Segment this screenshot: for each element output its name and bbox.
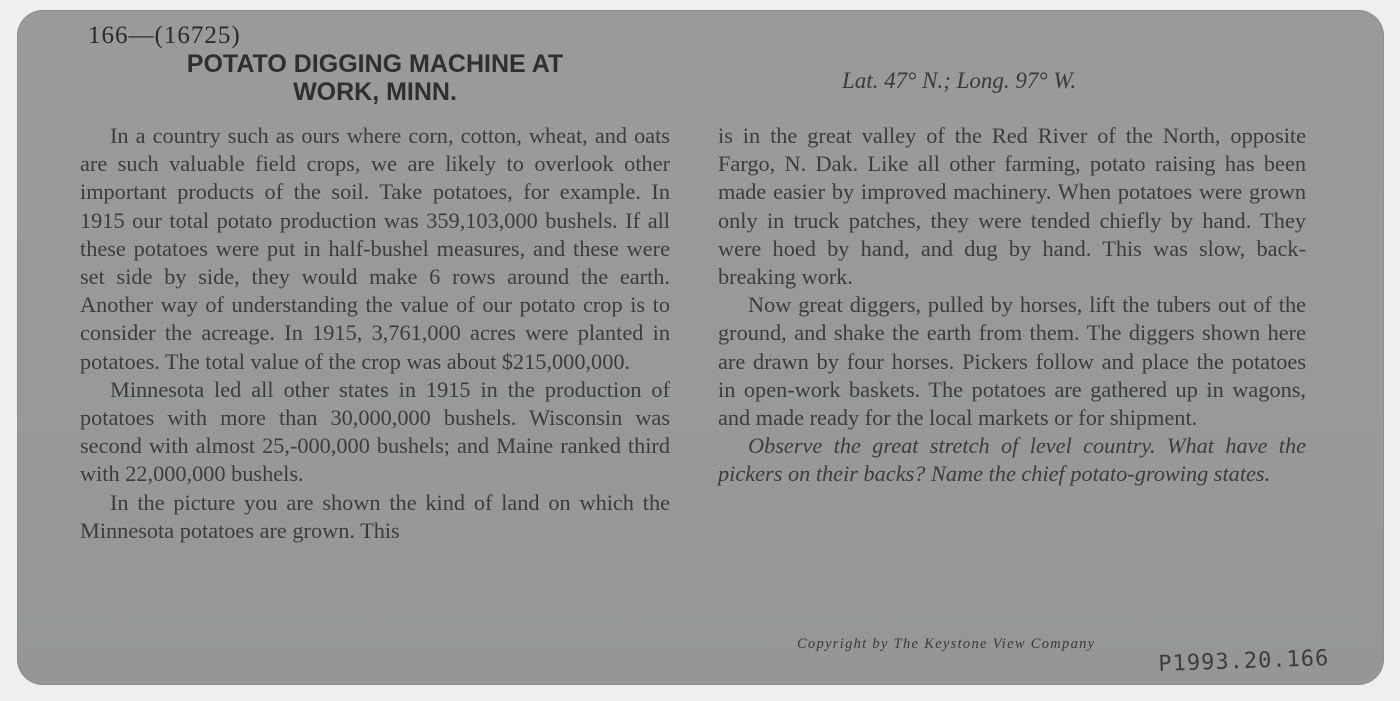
accession-number: P1993.20.166 xyxy=(1158,646,1330,677)
paragraph-diggers: Now great diggers, pulled by horses, lift the tubers out of the ground, and shake the earth from them. The diggers shown here are drawn by four horses. Pickers follow and place the potatoes in open-work baskets. The potatoes are gathered up in wagons, and made ready for the local markets or for shipment. xyxy=(718,292,1306,431)
copyright-line: Copyright by The Keystone View Company xyxy=(797,636,1096,652)
lat-long: Lat. 47° N.; Long. 97° W. xyxy=(842,68,1077,93)
right-column xyxy=(718,122,1306,489)
title-line-2: WORK, MINN. xyxy=(293,78,457,106)
title-line-1: POTATO DIGGING MACHINE AT xyxy=(186,50,564,78)
paragraph-continuation: is in the great valley of the Red River of the North, opposite Fargo, N. Dak. Like all other farming, potato raising has been made easier by improved machinery. When potatoes were grown only in truck patches, they were tended chiefly by hand. They were hoed by hand, and dug by hand. This was slow, back-breaking work. xyxy=(718,123,1306,290)
card-title xyxy=(100,50,650,106)
paragraph-picture: In the picture you are shown the kind of land on which the Minnesota potatoes are grown. This xyxy=(80,489,670,543)
study-questions: Observe the great stretch of level country. What have the pickers on their backs? Name the chief potato-growing states. xyxy=(718,433,1306,487)
paragraph-minnesota: Minnesota led all other states in 1915 in the production of potatoes with more than 30,000,000 bushels. Wisconsin was second with almost 25,-000,000 bushels; and Maine ranked third with 22,000,000 bushels. xyxy=(80,376,670,487)
card-number: 166—(16725) xyxy=(88,22,241,49)
left-column xyxy=(80,122,670,545)
paragraph-intro: In a country such as ours where corn, cotton, wheat, and oats are such valuable field crops, we are likely to overlook other important products of the soil. Take potatoes, for example. In 1915 our total potato production was 359,103,000 bushels. If all these potatoes were put in half-bushel measures, and these were set side by side, they would make 6 rows around the earth. Another way of understanding the value of our potato crop is to consider the acreage. In 1915, 3,761,000 acres were planted in potatoes. The total value of the crop was about $215,000,000. xyxy=(80,123,670,374)
